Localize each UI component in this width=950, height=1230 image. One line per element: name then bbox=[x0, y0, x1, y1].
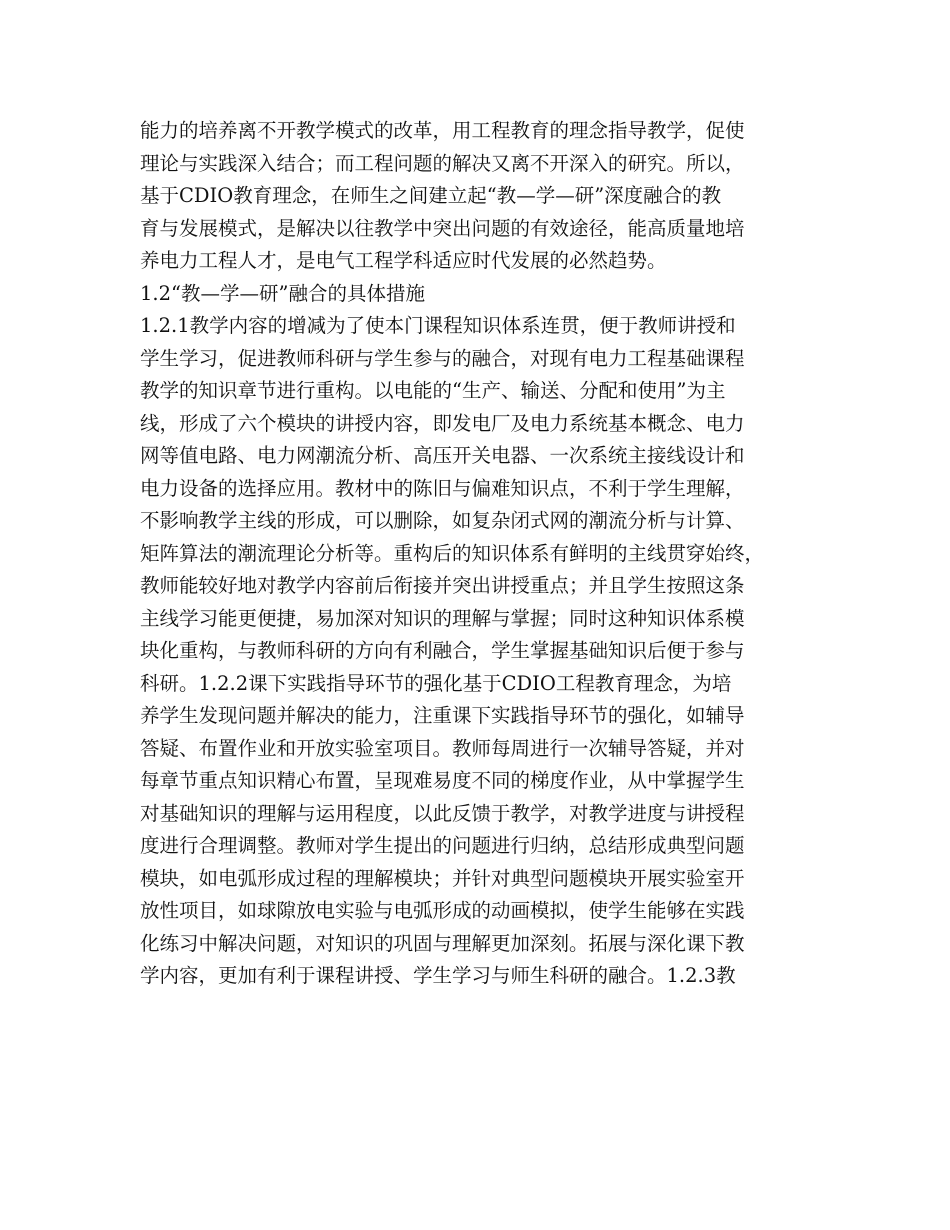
text-line: 不影响教学主线的形成，可以删除，如复杂闭式网的潮流分析与计算、 bbox=[140, 509, 745, 532]
text-line: 线，形成了六个模块的讲授内容，即发电厂及电力系统基本概念、电力 bbox=[140, 411, 745, 435]
text-line: 基于CDIO教育理念，在师生之间建立起“教—学—研”深度融合的教 bbox=[140, 184, 722, 207]
text-line: 学内容，更加有利于课程讲授、学生学习与师生科研的融合。1.2.3教 bbox=[140, 964, 736, 987]
text-line: 育与发展模式，是解决以往教学中突出问题的有效途径，能高质量地培 bbox=[140, 216, 745, 240]
text-line: 教师能较好地对教学内容前后衔接并突出讲授重点；并且学生按照这条 bbox=[140, 574, 745, 597]
text-line: 对基础知识的理解与运用程度，以此反馈于教学，对教学进度与讲授程 bbox=[140, 801, 745, 825]
section-heading: 1.2“教—学—研”融合的具体措施 bbox=[140, 281, 425, 305]
text-line: 化练习中解决问题，对知识的巩固与理解更加深刻。拓展与深化课下教 bbox=[140, 931, 745, 955]
text-line: 模块，如电弧形成过程的理解模块；并针对典型问题模块开展实验室开 bbox=[140, 866, 745, 890]
text-line: 1.2.1教学内容的增减为了使本门课程知识体系连贯，便于教师讲授和 bbox=[140, 314, 736, 337]
text-line: 度进行合理调整。教师对学生提出的问题进行归纳，总结形成典型问题 bbox=[140, 834, 745, 857]
text-line: 养学生发现问题并解决的能力，注重课下实践指导环节的强化，如辅导 bbox=[140, 704, 745, 727]
text-line: 养电力工程人才，是电气工程学科适应时代发展的必然趋势。 bbox=[140, 249, 667, 272]
text-line: 矩阵算法的潮流理论分析等。重构后的知识体系有鲜明的主线贯穿始终， bbox=[140, 541, 765, 565]
text-line: 块化重构，与教师科研的方向有利融合，学生掌握基础知识后便于参与 bbox=[140, 639, 745, 662]
text-line: 理论与实践深入结合；而工程问题的解决又离不开深入的研究。所以， bbox=[140, 151, 745, 175]
text-line: 科研。1.2.2课下实践指导环节的强化基于CDIO工程教育理念，为培 bbox=[140, 671, 732, 695]
text-line: 网等值电路、电力网潮流分析、高压开关电器、一次系统主接线设计和 bbox=[140, 444, 745, 467]
body-text bbox=[140, 115, 830, 993]
text-line: 每章节重点知识精心布置，呈现难易度不同的梯度作业，从中掌握学生 bbox=[140, 769, 745, 792]
text-line: 放性项目，如球隙放电实验与电弧形成的动画模拟，使学生能够在实践 bbox=[140, 899, 745, 922]
text-line: 能力的培养离不开教学模式的改革，用工程教育的理念指导教学，促使 bbox=[140, 119, 745, 142]
text-line: 教学的知识章节进行重构。以电能的“生产、输送、分配和使用”为主 bbox=[140, 379, 726, 402]
text-line: 主线学习能更便捷，易加深对知识的理解与掌握；同时这种知识体系模 bbox=[140, 606, 745, 630]
text-line: 电力设备的选择应用。教材中的陈旧与偏难知识点，不利于学生理解， bbox=[140, 476, 745, 500]
text-line: 学生学习，促进教师科研与学生参与的融合，对现有电力工程基础课程 bbox=[140, 346, 745, 370]
text-line: 答疑、布置作业和开放实验室项目。教师每周进行一次辅导答疑，并对 bbox=[140, 736, 745, 760]
